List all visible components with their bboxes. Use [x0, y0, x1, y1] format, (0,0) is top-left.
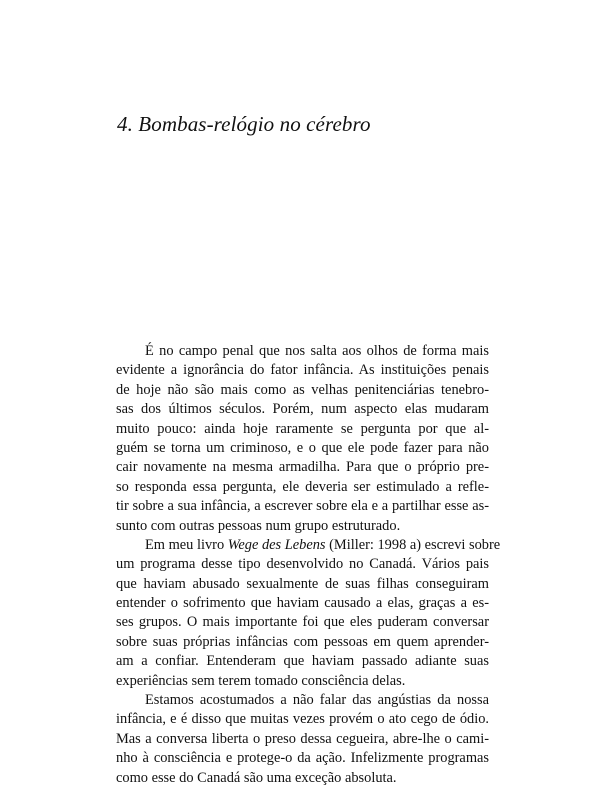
text-line: um programa desse tipo desenvolvido no Canadá. Vários pais: [116, 556, 489, 573]
text-line: infância, e é disso que muitas vezes provém o ato cego de ódio.: [116, 711, 489, 728]
book-title: Wege des Lebens: [227, 536, 326, 553]
text-line: Estamos acostumados a não falar das angústias da nossa: [145, 692, 489, 709]
text-line-with-book-title: [116, 536, 501, 555]
text-line: de hoje não são mais como as velhas penitenciárias tenebro-: [116, 381, 489, 398]
text-fragment: (Miller: 1998 a) escrevi sobre: [325, 536, 501, 553]
text-line: sobre suas próprias infâncias com pessoas em quem aprender-: [116, 633, 489, 650]
body-text: [116, 342, 501, 788]
text-line: tir sobre a sua infância, a escrever sobre ela e a partilhar esse as-: [116, 498, 489, 515]
text-line: É no campo penal que nos salta aos olhos de forma mais: [145, 343, 489, 359]
text-fragment: Em meu livro: [145, 536, 228, 553]
text-line: experiências sem terem tomado consciência delas.: [116, 672, 406, 689]
paragraph-2: [116, 536, 501, 691]
text-line: muito pouco: ainda hoje raramente se pergunta por que al-: [116, 420, 489, 437]
text-line: ses grupos. O mais importante foi que eles puderam conversar: [116, 614, 489, 631]
text-line: cair novamente na mesma armadilha. Para que o próprio pre-: [116, 459, 489, 476]
paragraph-3: [116, 691, 489, 788]
text-line: sunto com outras pessoas num grupo estruturado.: [116, 517, 401, 534]
text-line: que haviam abusado sexualmente de suas filhas conseguiram: [116, 575, 489, 592]
text-line: so responda essa pergunta, ele deveria ser estimulado a reflе-: [116, 478, 489, 495]
chapter-title: 4. Bombas-relógio no cérebro: [117, 112, 371, 136]
text-line: evidente a ignorância do fator infância. As instituições penais: [116, 362, 489, 379]
text-line: entender o sofrimento que haviam causado a elas, graças a es-: [116, 595, 489, 612]
text-line: Mas a conversa liberta o preso dessa cegueira, abre-lhe o cami-: [116, 730, 489, 747]
text-line: como esse do Canadá são uma exceção absoluta.: [116, 769, 397, 786]
text-line: am a confiar. Entenderam que haviam passado adiante suas: [116, 653, 489, 670]
text-line: guém se torna um criminoso, e o que ele pode fazer para não: [116, 439, 489, 456]
text-line: sas dos últimos séculos. Porém, num aspecto elas mudaram: [116, 401, 489, 418]
text-line: nho à consciência e protege-o da ação. Infelizmente programas: [116, 750, 489, 767]
paragraph-1: [116, 342, 489, 536]
